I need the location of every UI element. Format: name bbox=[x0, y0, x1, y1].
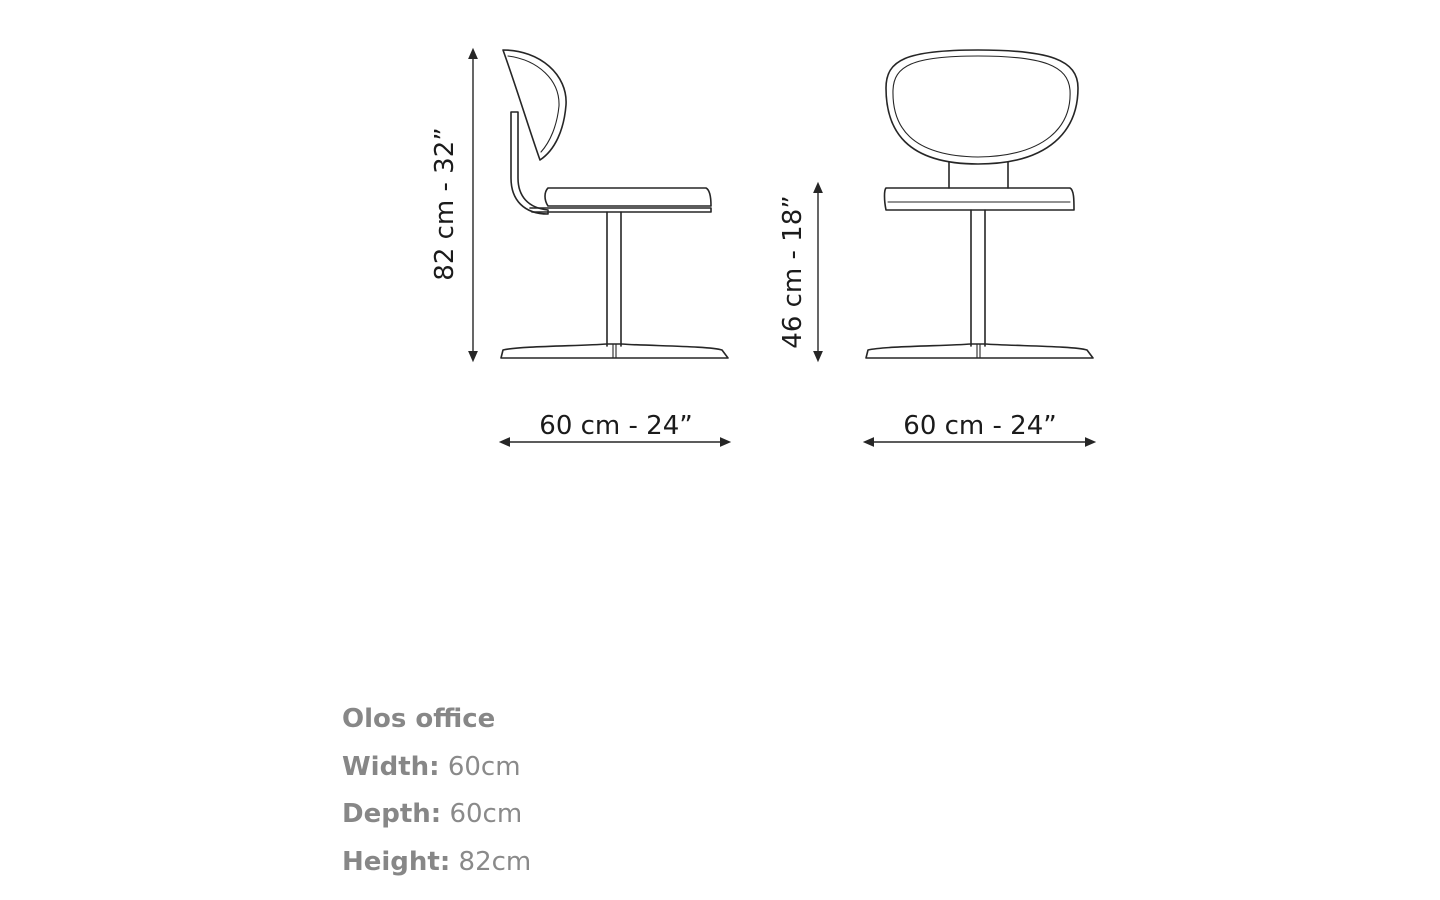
product-title: Olos office bbox=[342, 704, 496, 734]
spec-value-height: 82cm bbox=[458, 846, 532, 877]
product-title-line bbox=[342, 700, 842, 748]
spec-label-depth: Depth: bbox=[342, 799, 442, 829]
front-view bbox=[778, 50, 1093, 442]
spec-row-depth bbox=[342, 795, 842, 843]
side-chair-outline bbox=[501, 50, 728, 358]
side-width-dimension-label: 60 cm - 24” bbox=[539, 411, 693, 441]
spec-label-height: Height: bbox=[342, 846, 451, 877]
spec-row-width bbox=[342, 748, 842, 796]
front-width-dimension-label: 60 cm - 24” bbox=[903, 411, 1057, 441]
front-seat-height-dimension-label: 46 cm - 18” bbox=[778, 195, 808, 349]
spec-row-height bbox=[342, 843, 842, 891]
front-chair-outline bbox=[866, 50, 1093, 358]
spec-label-width: Width: bbox=[342, 751, 440, 782]
spec-value-depth: 60cm bbox=[449, 799, 523, 829]
side-view bbox=[430, 50, 728, 442]
side-height-dimension-label: 82 cm - 32” bbox=[430, 127, 460, 281]
product-specs bbox=[342, 700, 842, 890]
spec-value-width: 60cm bbox=[447, 751, 521, 782]
